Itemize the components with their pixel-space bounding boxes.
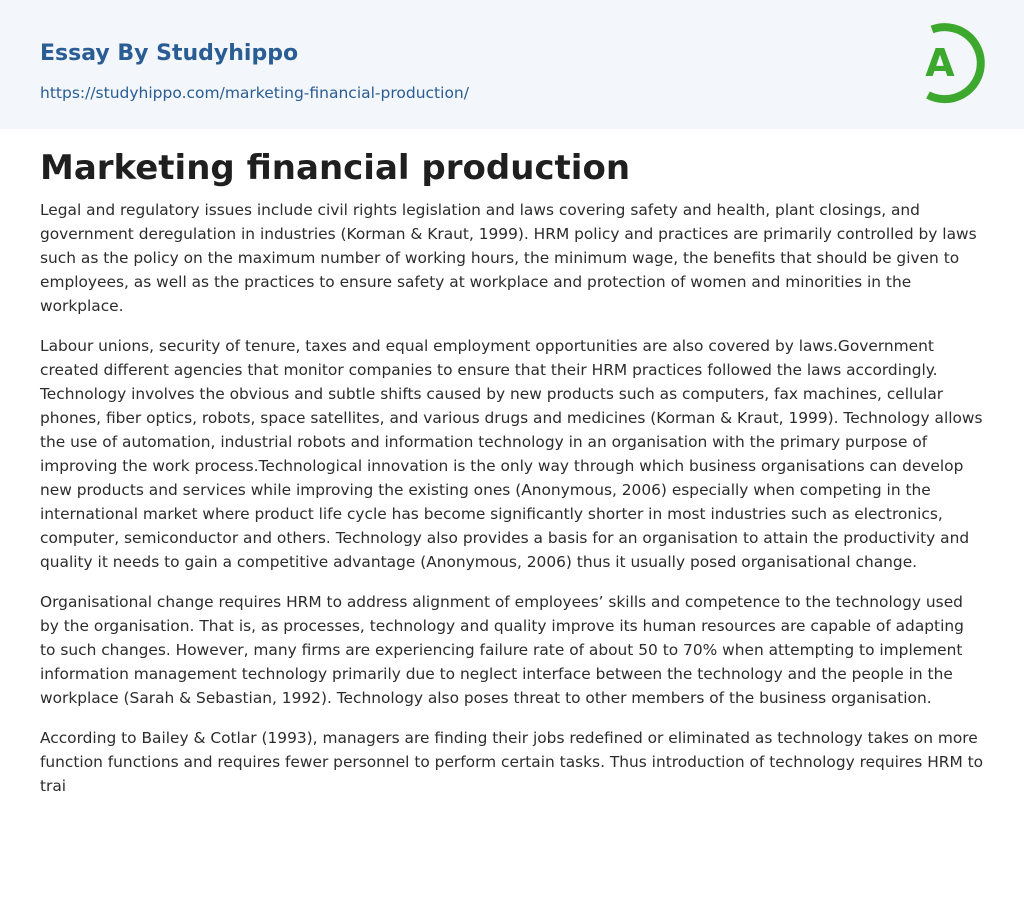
article-paragraph-1: Legal and regulatory issues include civil rights legislation and laws covering safety and health, plant closings, and government deregulation in industries (Korman & Kraut, 1999). HRM policy and practices are primarily controlled by laws such as the policy on the maximum number of working hours, the minimum wage, the benefits that should be given to employees, as well as the practices to ensure safety at workplace and protection of women and minorities in the workplace. <box>40 201 977 315</box>
site-header <box>0 0 1024 129</box>
page-title: Marketing financial production <box>40 148 631 188</box>
article-paragraph-2: Labour unions, security of tenure, taxes and equal employment opportunities are also covered by laws.Government created different agencies that monitor companies to ensure that their HRM practices followed the laws accordingly. Technology involves the obvious and subtle shifts caused by new products such as computers, fax machines, cellular phones, fiber optics, robots, space satellites, and various drugs and medicines (Korman & Kraut, 1999). Technology allows the use of automation, industrial robots and information technology in an organisation with the primary purpose of improving the work process.Technological innovation is the only way through which business organisations can develop new products and services while improving the existing ones (Anonymous, 2006) especially when competing in the international market where product life cycle has become significantly shorter in most industries such as electronics, computer, semiconductor and others. Technology also provides a basis for an organisation to attain the productivity and quality it needs to gain a competitive advantage (Anonymous, 2006) thus it usually posed organisational change. <box>40 337 983 571</box>
studyhippo-logo-icon <box>914 20 986 106</box>
article-paragraph-3: Organisational change requires HRM to address alignment of employees’ skills and competence to the technology used by the organisation. That is, as processes, technology and quality improve its human resources are capable of adapting to such changes. However, many firms are experiencing failure rate of about 50 to 70% when attempting to implement information management technology primarily due to neglect interface between the technology and the people in the workplace (Sarah & Sebastian, 1992). Technology also poses threat to other members of the business organisation. <box>40 593 964 707</box>
source-url-link[interactable]: https://studyhippo.com/marketing-financial-production/ <box>40 84 469 102</box>
brand-title: Essay By Studyhippo <box>40 41 299 66</box>
article <box>40 146 984 798</box>
article-paragraph-4: According to Bailey & Cotlar (1993), managers are finding their jobs redefined or eliminated as technology takes on more function functions and requires fewer personnel to perform certain tasks. Thus introduction of technology requires HRM to trai <box>40 729 984 795</box>
logo-letter: A <box>925 41 955 85</box>
